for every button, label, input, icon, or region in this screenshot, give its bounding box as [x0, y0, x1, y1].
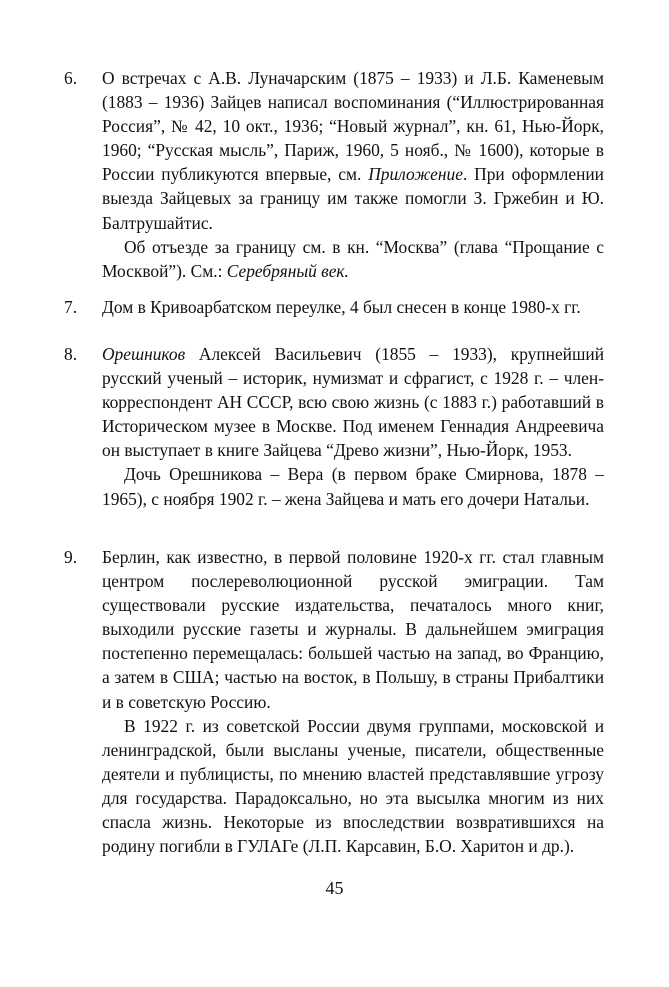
note-paragraph [102, 66, 604, 235]
page-number: 45 [325, 878, 344, 898]
note-number: 8. [64, 344, 78, 364]
note-7 [64, 295, 604, 319]
note-8 [64, 342, 604, 511]
note-paragraph [102, 462, 604, 510]
note-9 [64, 545, 604, 858]
note-text: В 1922 г. из советской России двумя группами, московской и ленинградской, были высланы ученые, писатели, общественные деятели и публицисты, по мнению властей представлявшие угрозу для государства. Парадоксально, но эта высылка многим из них спасла жизнь. Некоторые из впоследствии возвратившихся на родину погибли в ГУЛАГе (Л.П. Карсавин, Б.О. Харитон и др.). [102, 715, 604, 857]
note-text: Дом в Кривоарбатском переулке, 4 был снесен в конце 1980-х гг. [102, 297, 581, 317]
note-paragraph [102, 295, 604, 319]
note-paragraph [102, 235, 604, 283]
note-number: 6. [64, 68, 78, 88]
note-emphasis: Орешников [102, 344, 186, 364]
note-emphasis: Приложение [368, 164, 463, 185]
note-paragraph [102, 342, 604, 462]
note-text: Дочь Орешникова – Вера (в первом браке Смирнова, 1878 – 1965), с ноября 1902 г. – жена Зайцева и мать его дочери Натальи. [102, 464, 604, 509]
note-emphasis: Серебряный век. [226, 260, 349, 281]
note-text: О встречах с А.В. Луначарским (1875 – 1933) и Л.Б. Каменевым (1883 – 1936) Зайцев написал воспоминания (“Иллюстрированная Россия”, № 42, 10 окт., 1936; “Новый журнал”, кн. 61, Нью-Йорк, 1960; “Русская мысль”, Париж, 1960, 5 нояб., № 1600), которые в России публикуются впервые, см. [102, 68, 604, 185]
note-text: Об отъезде за границу см. в кн. “Москва” (глава “Прощание с Москвой”). См.: [102, 236, 604, 281]
note-paragraph [102, 714, 604, 859]
note-6 [64, 66, 604, 283]
note-text: . При оформлении выезда Зайцевых за границу им также помогли З. Гржебин и Ю. Балтрушайтис. [102, 164, 604, 233]
note-text: Берлин, как известно, в первой половине 1920-х гг. стал главным центром послереволюционной русской эмиграции. Там существовали русские издательства, печаталось много книг, выходили русские газеты и журналы. В дальнейшем эмиграция постепенно перемещалась: большей частью на запад, во Францию, а затем в США; частью на восток, в Польшу, в страны Прибалтики и в советскую Россию. [102, 547, 604, 712]
note-paragraph [102, 545, 604, 714]
note-number: 7. [64, 297, 78, 317]
note-number: 9. [64, 547, 78, 567]
note-text: Алексей Васильевич (1855 – 1933), крупнейший русский ученый – историк, нумизмат и сфрагист, с 1928 г. – член-корреспондент АН СССР, всю свою жизнь (с 1883 г.) работавший в Историческом музее в Москве. Под именем Геннадия Андреевича он выступает в книге Зайцева “Древо жизни”, Нью-Йорк, 1953. [102, 344, 604, 461]
